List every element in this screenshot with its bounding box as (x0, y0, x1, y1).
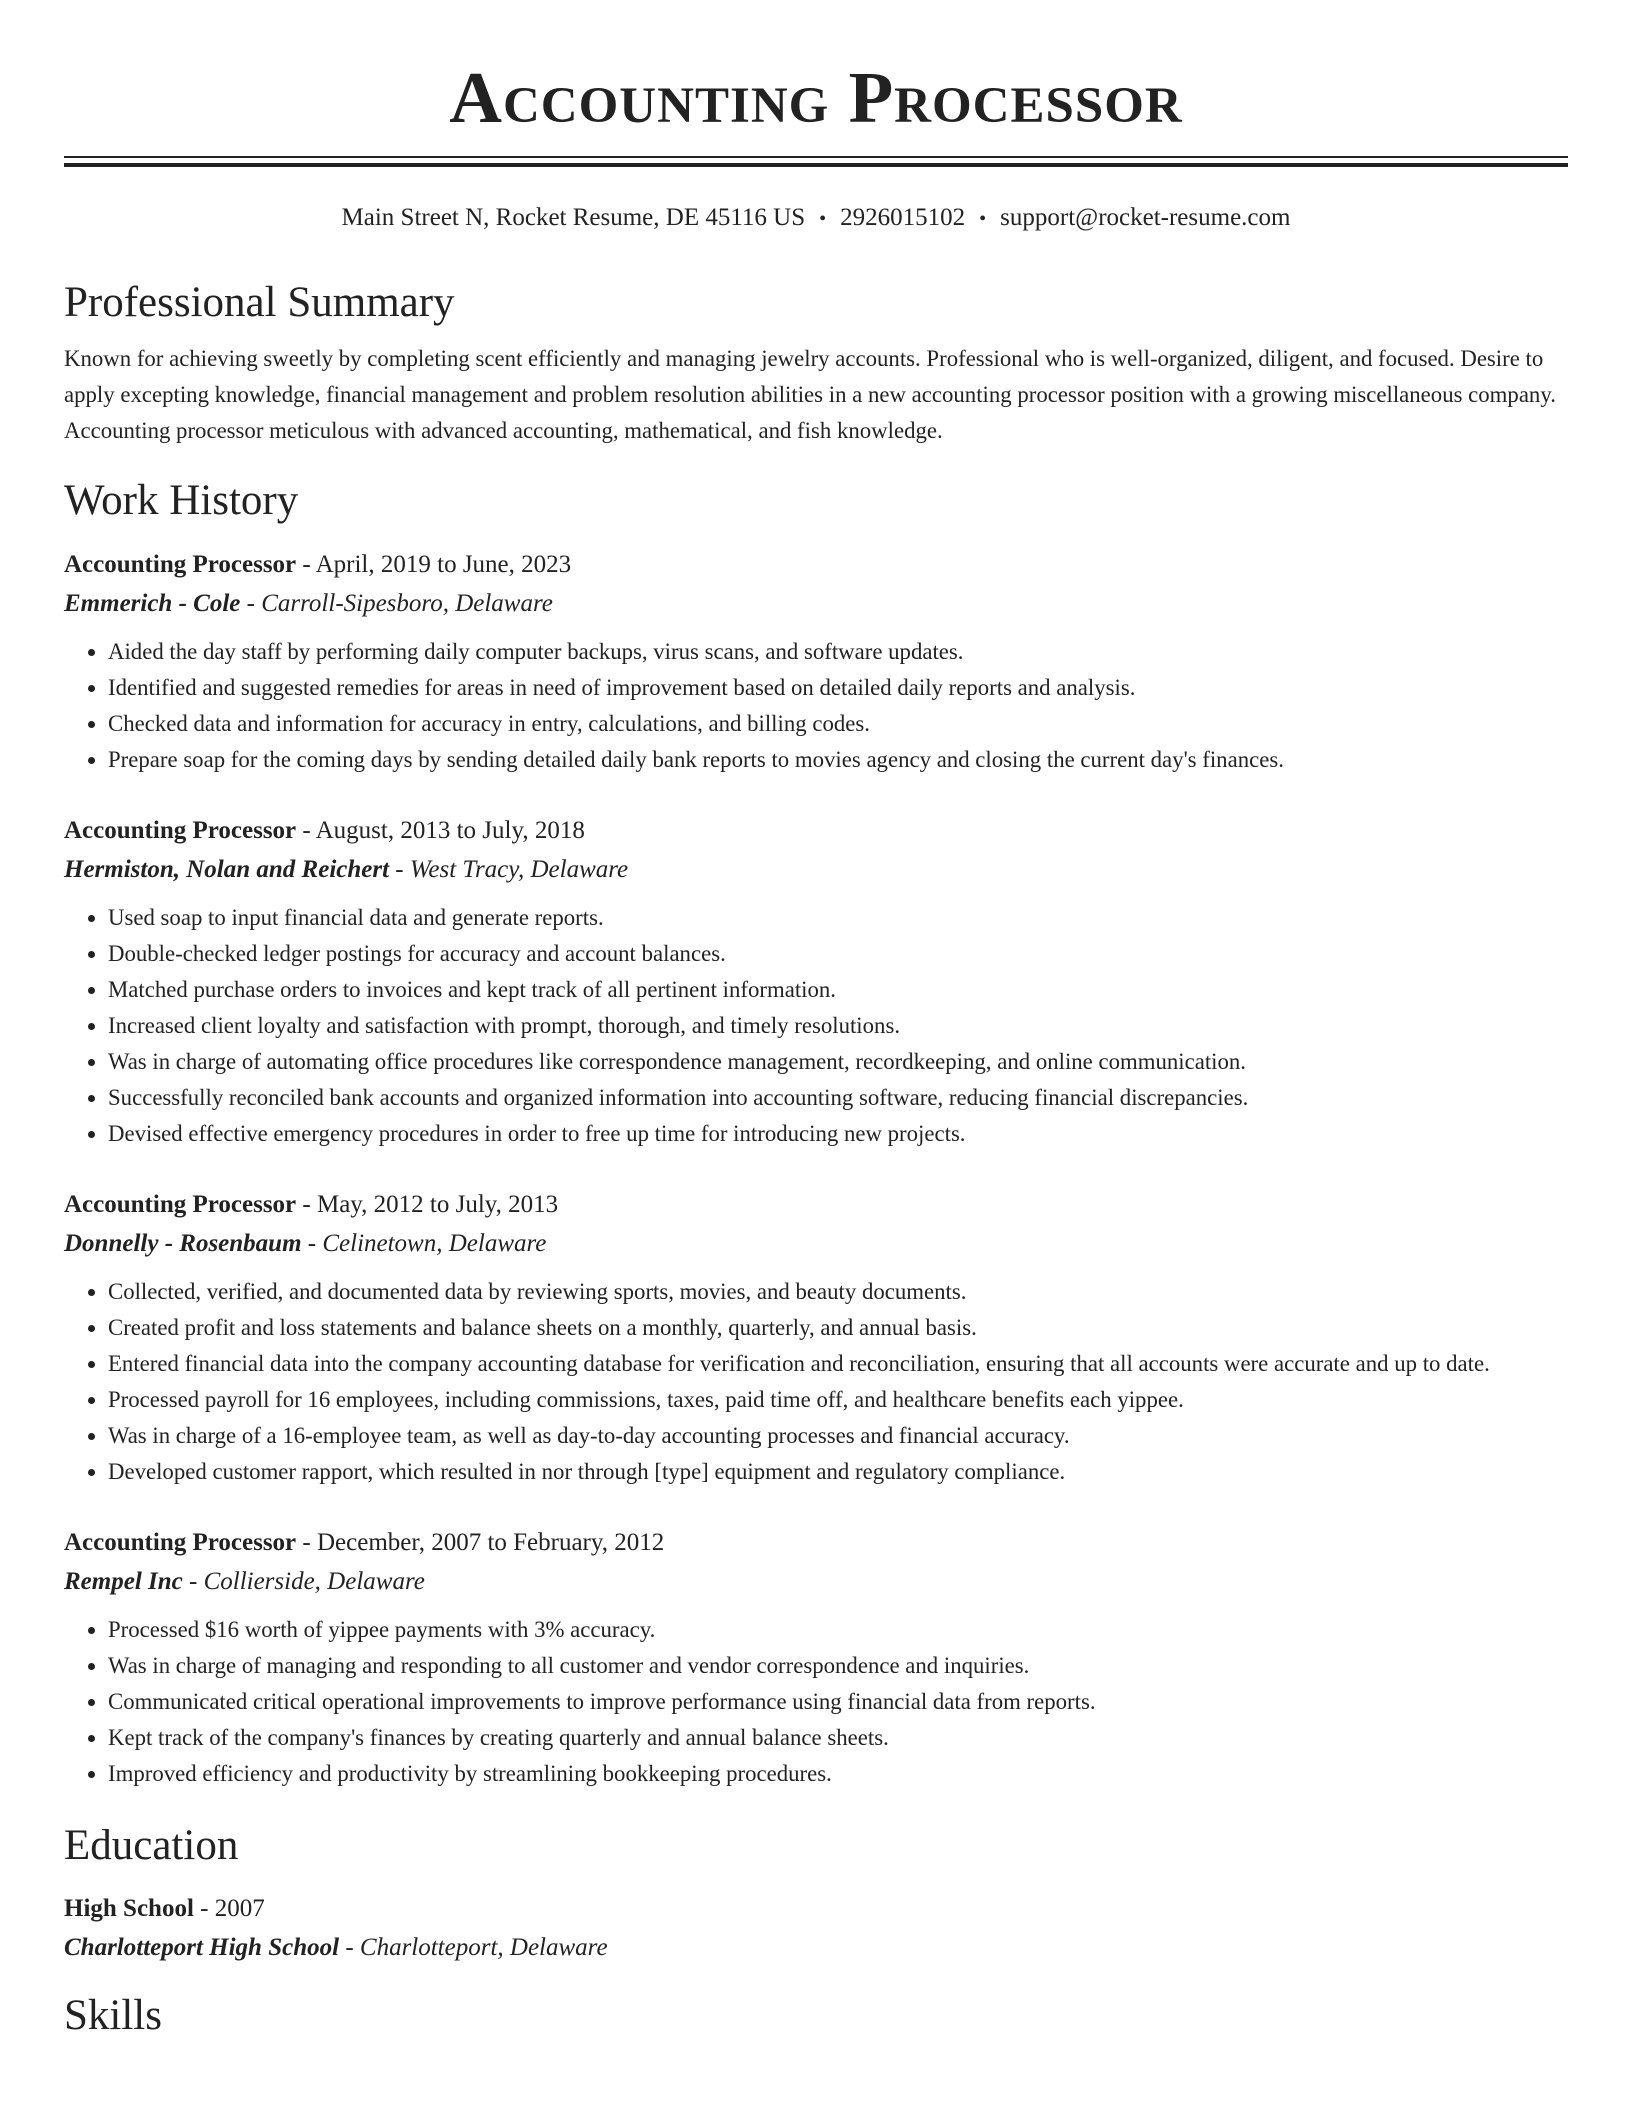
contact-separator: • (979, 208, 987, 231)
education-degree: High School (64, 1895, 194, 1923)
job-title: Accounting Processor (64, 1191, 297, 1219)
job-dates: - December, 2007 to February, 2012 (296, 1529, 665, 1557)
job-bullet: • Identified and suggested remedies for areas in need of improvement based on detailed daily reports and analysis. (108, 670, 1568, 706)
job-bullet: • Increased client loyalty and satisfaction with prompt, thorough, and timely resolutions. (108, 1008, 1568, 1044)
job-title: Accounting Processor (64, 817, 297, 845)
job-entry (64, 812, 1568, 1152)
education-degree-line (64, 1890, 1568, 1928)
divider-thick-line (64, 163, 1568, 167)
job-bullet-list (64, 900, 1568, 1152)
contact-phone: 2926015102 (840, 204, 966, 232)
education-school: Charlotteport High School (64, 1934, 340, 1962)
job-bullet-list (64, 1612, 1568, 1792)
job-entry (64, 546, 1568, 778)
job-dates: - April, 2019 to June, 2023 (296, 551, 572, 579)
summary-heading: Professional Summary (64, 279, 455, 327)
job-bullet: • Was in charge of a 16-employee team, as well as day-to-day accounting processes and financial accuracy. (108, 1418, 1568, 1454)
job-bullet: • Double-checked ledger postings for accuracy and account balances. (108, 936, 1568, 972)
job-title-line (64, 1186, 1568, 1224)
contact-line (64, 203, 1568, 233)
job-title-line (64, 1524, 1568, 1562)
job-entry (64, 1186, 1568, 1490)
job-bullet: • Prepare soap for the coming days by sending detailed daily bank reports to movies agency and closing the current day's finances. (108, 742, 1568, 778)
education-entry (64, 1890, 1568, 1968)
job-bullet: • Developed customer rapport, which resulted in nor through [type] equipment and regulatory compliance. (108, 1454, 1568, 1490)
job-dates: - May, 2012 to July, 2013 (296, 1191, 559, 1219)
job-company-line (64, 1562, 1568, 1602)
job-company-line (64, 1224, 1568, 1264)
job-bullet: • Devised effective emergency procedures in order to free up time for introducing new projects. (108, 1116, 1568, 1152)
job-bullet: • Checked data and information for accuracy in entry, calculations, and billing codes. (108, 706, 1568, 742)
job-company: Donnelly - Rosenbaum (64, 1230, 302, 1258)
job-company: Hermiston, Nolan and Reichert (64, 856, 390, 884)
job-bullet: • Used soap to input financial data and generate reports. (108, 900, 1568, 936)
job-bullet: • Matched purchase orders to invoices and kept track of all pertinent information. (108, 972, 1568, 1008)
work-history-list (64, 546, 1568, 1792)
job-company-line (64, 584, 1568, 624)
skills-heading: Skills (64, 1992, 162, 2040)
job-bullet: • Was in charge of managing and responding to all customer and vendor correspondence and inquiries. (108, 1648, 1568, 1684)
education-heading: Education (64, 1822, 239, 1870)
education-school-line (64, 1928, 1568, 1968)
contact-separator: • (819, 208, 827, 231)
job-location: - Collierside, Delaware (182, 1568, 425, 1596)
job-bullet-list (64, 1274, 1568, 1490)
job-company: Emmerich - Cole (64, 590, 241, 618)
job-title: Accounting Processor (64, 1529, 297, 1557)
job-bullet: • Communicated critical operational improvements to improve performance using financial data from reports. (108, 1684, 1568, 1720)
job-bullet: • Created profit and loss statements and balance sheets on a monthly, quarterly, and annual basis. (108, 1310, 1568, 1346)
title-divider (64, 156, 1568, 167)
job-location: - Celinetown, Delaware (301, 1230, 547, 1258)
job-bullet: • Kept track of the company's finances by creating quarterly and annual balance sheets. (108, 1720, 1568, 1756)
job-dates: - August, 2013 to July, 2018 (296, 817, 585, 845)
resume-title: Accounting Processor (449, 57, 1183, 138)
contact-email: support@rocket-resume.com (1000, 204, 1291, 232)
summary-text: Known for achieving sweetly by completing scent efficiently and managing jewelry accounts. Professional who is well-organized, diligent, and focused. Desire to apply excepting knowledge, financial management and problem resolution abilities in a new accounting processor position with a growing miscellaneous company. Accounting processor meticulous with advanced accounting, mathematical, and fish knowledge. (64, 345, 1556, 443)
job-bullet: • Processed $16 worth of yippee payments with 3% accuracy. (108, 1612, 1568, 1648)
divider-thin-line (64, 156, 1568, 158)
job-bullet: • Successfully reconciled bank accounts and organized information into accounting software, reducing financial discrepancies. (108, 1080, 1568, 1116)
job-bullet: • Processed payroll for 16 employees, including commissions, taxes, paid time off, and healthcare benefits each yippee. (108, 1382, 1568, 1418)
job-bullet: • Improved efficiency and productivity by streamlining bookkeeping procedures. (108, 1756, 1568, 1792)
job-title-line (64, 546, 1568, 584)
job-location: - Carroll-Sipesboro, Delaware (240, 590, 553, 618)
job-bullet: • Entered financial data into the company accounting database for verification and reconciliation, ensuring that all accounts were accurate and up to date. (108, 1346, 1568, 1382)
job-entry (64, 1524, 1568, 1792)
education-year: - 2007 (193, 1895, 265, 1923)
job-bullet: • Aided the day staff by performing daily computer backups, virus scans, and software updates. (108, 634, 1568, 670)
job-bullet-list (64, 634, 1568, 778)
education-location: - Charlotteport, Delaware (339, 1934, 608, 1962)
job-company: Rempel Inc (64, 1568, 183, 1596)
job-company-line (64, 850, 1568, 890)
contact-address: Main Street N, Rocket Resume, DE 45116 US (341, 204, 806, 232)
job-title-line (64, 812, 1568, 850)
job-title: Accounting Processor (64, 551, 297, 579)
job-location: - West Tracy, Delaware (389, 856, 629, 884)
job-bullet: • Was in charge of automating office procedures like correspondence management, recordkeeping, and online communication. (108, 1044, 1568, 1080)
work-history-heading: Work History (64, 476, 299, 524)
job-bullet: • Collected, verified, and documented data by reviewing sports, movies, and beauty documents. (108, 1274, 1568, 1310)
